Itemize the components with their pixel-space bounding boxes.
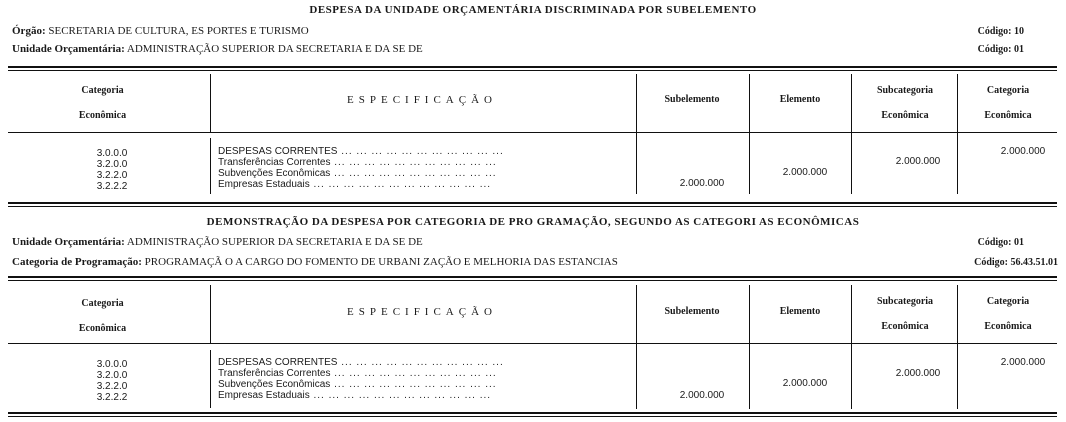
t2-col-elemento: Elemento	[779, 306, 821, 317]
unidade-code: Código: 01	[977, 44, 1024, 55]
t1-col-especificacao: ESPECIFICAÇÃO	[347, 94, 497, 106]
t1-vline	[210, 74, 211, 132]
t1-codes	[72, 148, 152, 192]
table1-bottom-rule	[8, 202, 1057, 207]
t2-vline	[957, 285, 958, 409]
t1-subcategoria-value: 2.000.000	[895, 156, 941, 167]
t2-vline	[210, 285, 211, 343]
t2-col-categoria: Categoria Econômica	[78, 298, 127, 334]
orgao-label: Órgão:	[12, 25, 46, 37]
section1-title: DESPESA DA UNIDADE ORÇAMENTÁRIA DISCRIMINADA POR SUBELEMENTO	[309, 4, 757, 16]
t1-categoria-value: 2.000.000	[1000, 146, 1046, 157]
t2-col-categoria2: Categoria Econômica	[984, 296, 1032, 332]
list-item: Empresas Estaduais ... ... ... ... ... ... ... ... ... ... ... ...	[218, 390, 492, 401]
unidade2-label: Unidade Orçamentária:	[12, 236, 125, 248]
t2-header-rule	[8, 343, 1057, 344]
code: 3.2.0.0	[96, 159, 128, 170]
list-item: Transferências Correntes ... ... ... ... ... ... ... ... ... ... ...	[218, 368, 497, 379]
orgao-value: SECRETARIA DE CULTURA, ES PORTES E TURISMO	[48, 25, 309, 37]
code: 3.2.2.2	[96, 392, 128, 403]
unidade2-value: ADMINISTRAÇÃO SUPERIOR DA SECRETARIA E DA SE DE	[126, 236, 423, 248]
code: 3.2.2.0	[96, 170, 128, 181]
t1-vline	[636, 74, 637, 194]
t1-col-elemento: Elemento	[779, 94, 821, 105]
list-item: Empresas Estaduais ... ... ... ... ... ... ... ... ... ... ... ...	[218, 179, 492, 190]
list-item: Subvenções Econômicas ... ... ... ... ... ... ... ... ... ... ...	[218, 168, 497, 179]
t1-items	[218, 146, 504, 190]
t2-categoria-value: 2.000.000	[1000, 357, 1046, 368]
t1-col-subelemento: Subelemento	[664, 94, 720, 105]
code: 3.2.2.0	[96, 381, 128, 392]
t1-col-categoria2: Categoria Econômica	[984, 85, 1032, 121]
t2-vline	[851, 285, 852, 409]
programacao-code: Código: 56.43.51.01	[974, 257, 1058, 268]
programacao-line	[12, 256, 618, 268]
t2-col-subcategoria: Subcategoria Econômica	[876, 296, 934, 332]
t1-subelemento-value: 2.000.000	[679, 178, 725, 189]
t1-col-subcategoria: Subcategoria Econômica	[876, 85, 934, 121]
unidade-line	[12, 43, 423, 55]
t2-col-subelemento: Subelemento	[664, 306, 720, 317]
code: 3.2.2.2	[96, 181, 128, 192]
programacao-label: Categoria de Programação:	[12, 256, 142, 268]
list-item: DESPESAS CORRENTES ... ... ... ... ... ... ... ... ... ... ...	[218, 146, 504, 157]
t2-elemento-value: 2.000.000	[782, 378, 828, 389]
t1-elemento-value: 2.000.000	[782, 167, 828, 178]
unidade-value: ADMINISTRAÇÃO SUPERIOR DA SECRETARIA E DA SE DE	[126, 43, 423, 55]
t2-vline	[210, 350, 211, 408]
t1-vline	[957, 74, 958, 194]
t2-items	[218, 357, 504, 401]
list-item: Transferências Correntes ... ... ... ... ... ... ... ... ... ... ...	[218, 157, 497, 168]
orgao-line	[12, 25, 309, 37]
t1-vline	[210, 138, 211, 194]
unidade2-line	[12, 236, 423, 248]
t2-col-especificacao: ESPECIFICAÇÃO	[347, 306, 497, 318]
t2-subelemento-value: 2.000.000	[679, 390, 725, 401]
list-item: DESPESAS CORRENTES ... ... ... ... ... ... ... ... ... ... ...	[218, 357, 504, 368]
list-item: Subvenções Econômicas ... ... ... ... ... ... ... ... ... ... ...	[218, 379, 497, 390]
code: 3.0.0.0	[96, 148, 128, 159]
t1-col-categoria: Categoria Econômica	[78, 85, 127, 121]
table1-top-rule	[8, 66, 1057, 71]
t2-subcategoria-value: 2.000.000	[895, 368, 941, 379]
code: 3.0.0.0	[96, 359, 128, 370]
t2-codes	[72, 359, 152, 403]
t1-header-rule	[8, 132, 1057, 133]
orgao-code: Código: 10	[977, 26, 1024, 37]
unidade2-code: Código: 01	[977, 237, 1024, 248]
programacao-value: PROGRAMAÇÃ O A CARGO DO FOMENTO DE URBANI ZAÇÃO E MELHORIA DAS ESTANCIAS	[144, 256, 618, 268]
unidade-label: Unidade Orçamentária:	[12, 43, 125, 55]
table2-bottom-rule	[8, 412, 1057, 417]
table2-top-rule	[8, 276, 1057, 281]
code: 3.2.0.0	[96, 370, 128, 381]
section2-title: DEMONSTRAÇÃO DA DESPESA POR CATEGORIA DE PRO GRAMAÇÃO, SEGUNDO AS CATEGORI AS ECONÔMICAS	[206, 216, 860, 228]
